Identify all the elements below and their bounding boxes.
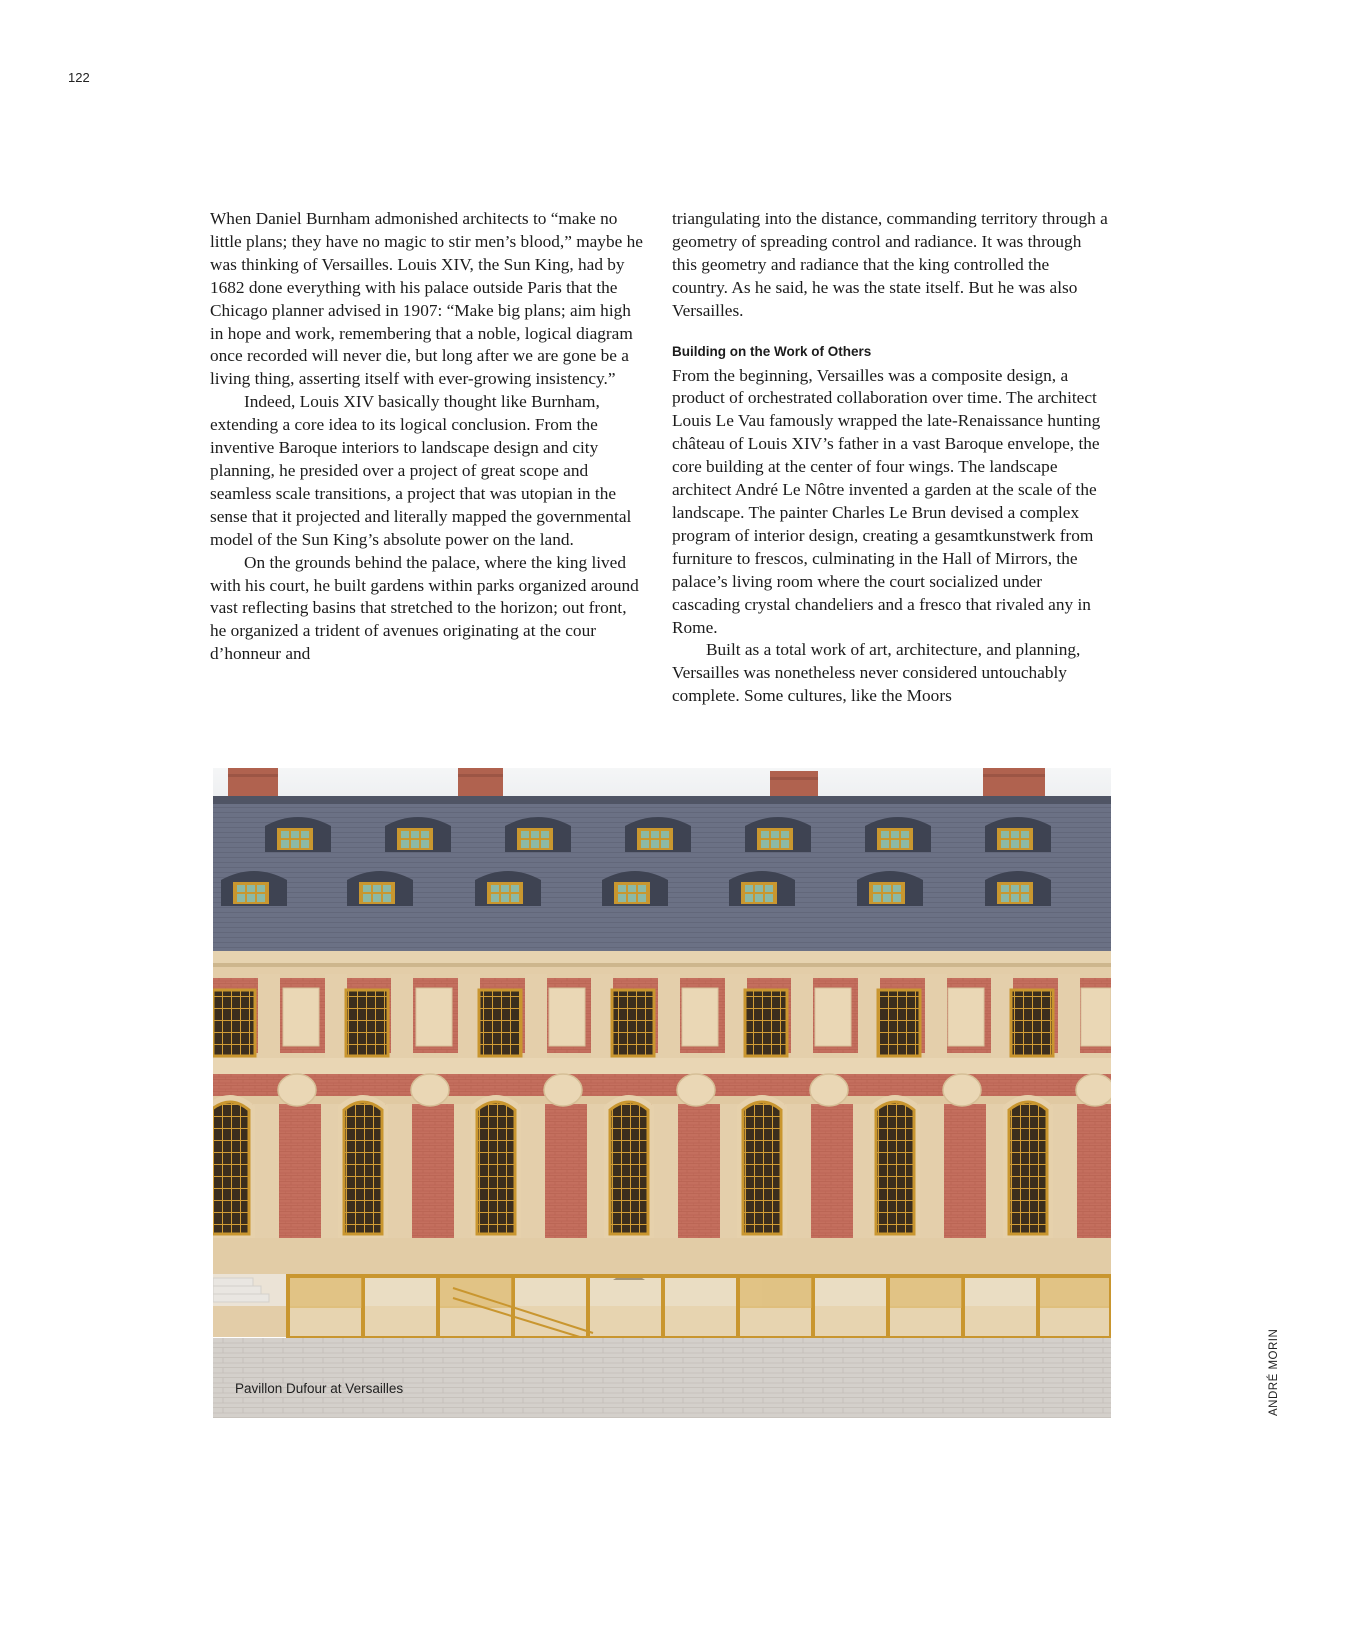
body-paragraph: From the beginning, Versailles was a composite design, a product of orchestrated collaboration over time. The architect Louis Le Vau famously wrapped the late-Renaissance hunting château of Louis XIV’s father in a vast Baroque envelope, the core building at the center of four wings. The landscape architect André Le Nôtre invented a garden at the scale of the landscape. The painter Charles Le Brun devised a complex program of interior design, creating a gesamtkunstwerk from furniture to frescos, culminating in the Hall of Mirrors, the palace’s living room where the court socialized under cascading crystal chandeliers and a fresco that rivaled any in Rome. xyxy=(672,365,1101,637)
photo-credit: ANDRÉ MORIN xyxy=(1268,1328,1280,1416)
photo-caption: Pavillon Dufour at Versailles xyxy=(235,1381,404,1396)
left-text-column xyxy=(210,208,646,666)
pavillon-dufour-photo xyxy=(213,768,1111,1418)
page-number: 122 xyxy=(68,70,90,85)
body-paragraph: triangulating into the distance, commanding territory through a geometry of spreading control and radiance. It was through this geometry and radiance that the king controlled the country. As he said, he was the state itself. But he was also Versailles. xyxy=(672,209,1108,320)
body-paragraph: When Daniel Burnham admonished architects to “make no little plans; they have no magic to stir men’s blood,” maybe he was thinking of Versailles. Louis XIV, the Sun King, had by 1682 done everything with his palace outside Paris that the Chicago planner advised in 1907: “Make big plans; aim high in hope and work, remembering that a noble, logical diagram once recorded will never die, but long after we are gone be a living thing, asserting itself with ever-growing insistency.” xyxy=(210,209,643,389)
body-paragraph: On the grounds behind the palace, where the king lived with his court, he built gardens within parks organized around vast reflecting basins that stretched to the horizon; out front, he organized a trident of avenues originating at the cour d’honneur and xyxy=(210,552,639,664)
body-paragraph: Built as a total work of art, architecture, and planning, Versailles was nonetheless never considered untouchably complete. Some cultures, like the Moors xyxy=(672,640,1081,706)
body-paragraph: Indeed, Louis XIV basically thought like Burnham, extending a core idea to its logical conclusion. From the inventive Baroque interiors to landscape design and city planning, he presided over a project of great scope and seamless scale transitions, a project that was utopian in the sense that it projected and literally mapped the governmental model of the Sun King’s absolute power on the land. xyxy=(210,392,632,549)
right-text-column xyxy=(672,208,1108,708)
section-subheading: Building on the Work of Others xyxy=(672,343,872,359)
